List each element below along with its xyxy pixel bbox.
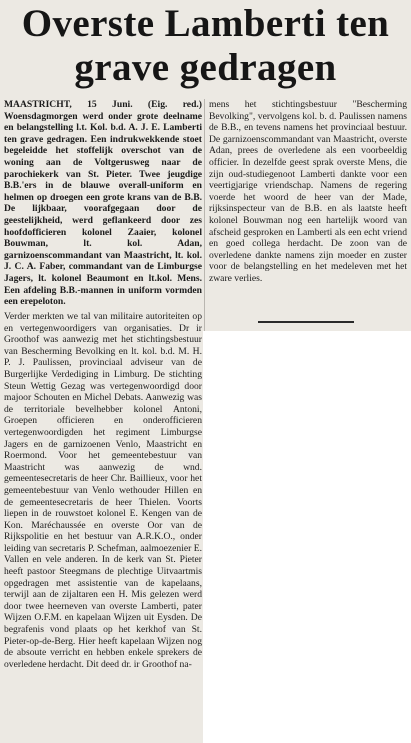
headline: [0, 2, 411, 90]
body-column-2-text: mens het stichtingsbestuur "Bescherming Bevolking", vervolgens kol. b. d. Paulissen namens de B.B., en tevens namens het provinciaal bestuur. De garnizoenscommandant van Maastricht, overste Adan, prees de overledene als een voorbeeldig officier. In dezelfde geest sprak overste Mens, die zijn oud-studiegenoot Lamberti dankte voor een veertigjarige vriendschap. Namens de regering voerde het woord de heer van der Made, rijksinspecteur van de B.B. en als laatste heeft kolonel Bouwman nog een hartelijk woord van afscheid gesproken en Lamberti als een echt vriend en goed collega herdacht. De zoon van de overledene dankte namens zijn moeder en zuster voor de belangstelling en het medeleven met het zware verlies.: [209, 99, 407, 284]
headline-line-1: Overste Lamberti ten: [21, 2, 390, 45]
dateline: MAASTRICHT, 15 Juni. (Eig. red.): [4, 99, 202, 110]
column-divider: [204, 99, 205, 331]
body-column-1-text: Verder merkten we tal van militaire autoriteiten op en vertegenwoordigers van organisaties. Dr ir Groothof was aanwezig met het stichtingsbestuur van Bescherming Bevolking en lt. kol. b.d. M. H. P. J. Paulissen, provinciaal adviseur van de Burgerlijke Verdediging in Limburg. De stichting Steun Wettig Gezag was vertegenwoordigd door majoor Schouten en Michel Debats. Aanwezig was de territoriale bevelhebber kolonel Antoni, Groepen officieren en onderofficieren vertegenwoordigden het regiment Limburgse Jagers en de garnizoenen Venlo, Maastricht en Roermond. Voor het gemeentebestuur van Maastricht was aanwezig de wnd. gemeentesecretaris de heer Chr. Baillieux, voor het gemeentebestuur van Venlo wethouder Hillen en de gemeentesecretaris de heer Thielen. Voorts liepen in de rouwstoet kolonel E. Kengen van de Kon. Maréchaussée en overste Oor van de Rijkspolitie en het bestuur van A.R.K.O., onder leiding van secretaris P. Schefman, aalmoezenier E. Vallen en vele anderen. In de kerk van St. Pieter heeft pastoor Steegmans de plechtige Uitvaartmis opgedragen met assistentie van de kapelaans, terwijl aan de zijaltaren een H. Mis gelezen werd door twee heerneven van overste Lamberti, pater Wijzen O.F.M. en kapelaan Wijzen uit Eysden. De begrafenis vond plaats op het kerkhof van St. Pieter-op-de-Berg. Hier heeft kapelaan Wijzen nog de absoute verricht en hebben enkele sprekers de overledene herdacht. Dit deed dr. ir Groothof na-: [4, 311, 202, 670]
article-end-rule: [258, 321, 354, 323]
lead-text: Woensdagmorgen werd onder grote deelname en belangstelling l.t. Kol. b.d. A. J. E. Lamberti ten grave gedragen. Een indrukwekkende stoet begeleidde het stoffelijk overschot van de woning aan de Voltgerusweg naar de parochiekerk van St. Pieter. Twee jeugdige B.B.'ers in de blauwe overall-uniform en helmen op droegen een grote krans van de B.B. De lijkbaar, voorafgegaan door de geestelijkheid, werd geflankeerd door zes hoofdofficieren kolonel Zaaier, kolonel Bouwman, lt. kol. Adan, garnizoenscommandant van Maastricht, lt. kol. J. C. A. Faber, commandant van de Limburgse Jagers, lt. kolonel Beaumont en lt.kol. Mens. Een afdeling B.B.-mannen in uniform vormden een erepeloton.: [4, 110, 202, 308]
body-column-2: [209, 99, 407, 285]
headline-line-2: grave gedragen: [74, 46, 337, 89]
lead-paragraph: [4, 99, 202, 308]
body-column-1: [4, 311, 202, 670]
